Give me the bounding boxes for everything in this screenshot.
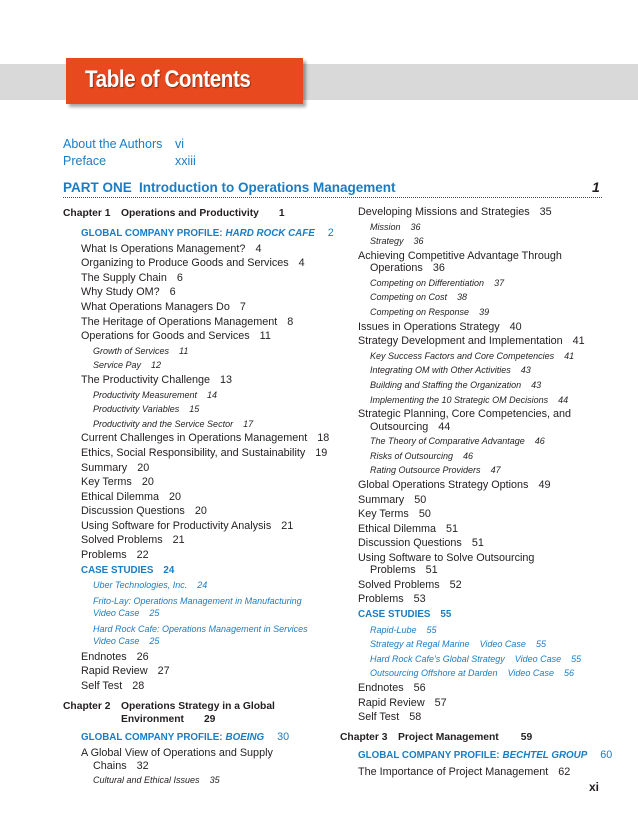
left-column [63,205,333,788]
toc-entry[interactable]: Rapid Review 57 [358,696,447,709]
toc-entry[interactable]: Organizing to Produce Goods and Services 4 [81,257,305,270]
chapter-number: Chapter 2 [63,700,111,712]
toc-entry[interactable]: The Supply Chain 6 [81,271,183,284]
toc-entry[interactable]: Ethical Dilemma 51 [358,522,459,535]
toc-entry[interactable]: Strategy Development and Implementation 41 [358,335,585,348]
toc-subentry[interactable]: Strategy 36 [370,236,424,247]
toc-subentry[interactable]: Implementing the 10 Strategic OM Decisions 44 [370,394,569,405]
toc-entry[interactable]: Using Software for Productivity Analysis 21 [81,519,294,532]
chapter-title: Operations and Productivity [121,208,259,219]
toc-entry[interactable]: Solved Problems 52 [358,578,462,591]
toc-entry[interactable]: Operations for Goods and Services 11 [81,330,271,343]
part-label: PART ONE [63,180,132,195]
part-divider [63,197,602,198]
profile-page: 2 [327,227,334,239]
toc-entry[interactable]: What Is Operations Management? 4 [81,242,262,255]
toc-entry[interactable]: Endnotes 26 [81,650,149,663]
chapter-heading[interactable] [340,725,600,748]
case-study-entry[interactable]: Strategy at Regal Marine Video Case 55 [370,639,546,650]
toc-subentry[interactable]: Key Success Factors and Core Competencies 41 [370,350,575,361]
case-study-entry[interactable]: Outsourcing Offshore at Darden Video Case 56 [370,668,574,679]
company-profile-entry[interactable]: GLOBAL COMPANY PROFILE: BECHTEL GROUP 60 [358,748,613,761]
toc-subentry[interactable]: Competing on Differentiation 37 [370,277,505,288]
toc-entry[interactable]: Solved Problems 21 [81,534,185,547]
toc-subentry[interactable]: Rating Outsource Providers 47 [370,465,501,476]
part-page: 1 [592,179,600,195]
about-authors-page: vi [175,137,185,151]
toc-subentry[interactable]: Integrating OM with Other Activities 43 [370,365,531,376]
toc-entry[interactable]: Discussion Questions 51 [358,537,484,550]
case-study-entry[interactable]: Hard Rock Cafe's Global Strategy Video Case 55 [370,653,582,664]
toc-entry[interactable]: Achieving Competitive Advantage Through Operations 36 [358,249,562,275]
chapter-page: 1 [278,208,285,219]
company-profile-entry[interactable]: GLOBAL COMPANY PROFILE: BOEING 30 [81,730,290,743]
preface-link[interactable]: Preface [63,154,107,168]
profile-company: HARD ROCK CAFE [225,228,315,239]
toc-subentry[interactable]: Productivity Variables 15 [93,404,200,415]
case-study-entry[interactable]: Rapid-Lube 55 [370,624,437,635]
toc-subentry[interactable]: Competing on Cost 38 [370,292,468,303]
preface-page: xxiii [175,154,196,168]
chapter-title: Project Management [398,731,499,743]
toc-entry[interactable]: The Productivity Challenge 13 [81,373,233,386]
toc-entry[interactable]: Discussion Questions 20 [81,505,207,518]
case-studies-heading[interactable]: CASE STUDIES 24 [81,564,175,576]
toc-subentry[interactable]: Service Pay 12 [93,360,162,371]
right-column [340,205,613,780]
toc-entry[interactable]: Self Test 58 [358,711,422,724]
toc-entry[interactable]: Strategic Planning, Core Competencies, and Outsourcing 44 [358,408,572,433]
case-study-entry[interactable]: Frito-Lay: Operations Management in Manufacturing Video Case 25 [93,595,302,618]
chapter-page: 59 [520,731,533,743]
toc-entry[interactable]: Ethics, Social Responsibility, and Sustainability 19 [81,446,328,459]
toc-subentry[interactable]: Risks of Outsourcing 46 [370,450,474,461]
part-title[interactable]: Introduction to Operations Management [139,180,396,195]
toc-subentry[interactable]: Productivity and the Service Sector 17 [93,418,254,429]
toc-subentry[interactable]: Cultural and Ethical Issues 35 [93,775,220,786]
chapter-heading[interactable] [63,694,333,730]
toc-entry[interactable]: Self Test 28 [81,680,145,693]
page-title: Table of Contents [85,66,251,93]
toc-subentry[interactable]: Competing on Response 39 [370,306,490,317]
toc-subentry[interactable]: Productivity Measurement 14 [93,389,218,400]
toc-entry[interactable]: What Operations Managers Do 7 [81,300,246,313]
case-studies-heading[interactable]: CASE STUDIES 55 [358,609,452,621]
about-authors-link[interactable]: About the Authors [63,137,163,151]
toc-subentry[interactable]: Mission 36 [370,221,421,232]
chapter-number: Chapter 3 [340,731,388,743]
toc-entry[interactable]: A Global View of Operations and Supply Chains 32 [81,747,273,772]
toc-subentry[interactable]: Building and Staffing the Organization 43 [370,379,542,390]
toc-entry[interactable]: The Importance of Project Management 62 [358,766,571,779]
case-study-entry[interactable]: Uber Technologies, Inc. 24 [93,580,208,591]
toc-entry[interactable]: Developing Missions and Strategies 35 [358,206,552,218]
toc-entry[interactable]: Problems 22 [81,549,149,562]
toc-entry[interactable]: The Heritage of Operations Management 8 [81,315,294,328]
chapter-number: Chapter 1 [63,208,111,219]
toc-entry[interactable]: Current Challenges in Operations Management 18 [81,432,330,445]
company-profile-entry[interactable] [63,226,333,242]
chapter-title: Operations Strategy in a Global Environment 29 [121,700,275,725]
toc-entry[interactable]: Issues in Operations Strategy 40 [358,320,522,333]
toc-entry[interactable]: Summary 20 [81,461,150,474]
toc-entry[interactable]: Using Software to Solve Outsourcing Problems 51 [358,551,535,577]
toc-entry[interactable]: Key Terms 20 [81,476,154,489]
toc-entry[interactable]: Summary 50 [358,493,427,506]
toc-subentry[interactable]: Growth of Services 11 [93,345,189,356]
toc-entry[interactable]: Endnotes 56 [358,682,426,695]
profile-label: GLOBAL COMPANY PROFILE: [81,228,223,239]
toc-entry[interactable]: Key Terms 50 [358,508,431,521]
toc-entry[interactable]: Rapid Review 27 [81,665,170,678]
case-study-entry[interactable]: Hard Rock Cafe: Operations Management in Services Video Case 25 [93,623,308,646]
page-number: xi [589,780,600,794]
toc-entry[interactable]: Global Operations Strategy Options 49 [358,478,551,491]
toc-entry[interactable]: Why Study OM? 6 [81,286,176,299]
toc-entry[interactable]: Problems 53 [358,593,426,606]
toc-entry[interactable]: Ethical Dilemma 20 [81,490,182,503]
toc-subentry[interactable]: The Theory of Comparative Advantage 46 [370,436,545,447]
title-banner [66,58,303,104]
chapter-heading[interactable] [63,205,333,226]
